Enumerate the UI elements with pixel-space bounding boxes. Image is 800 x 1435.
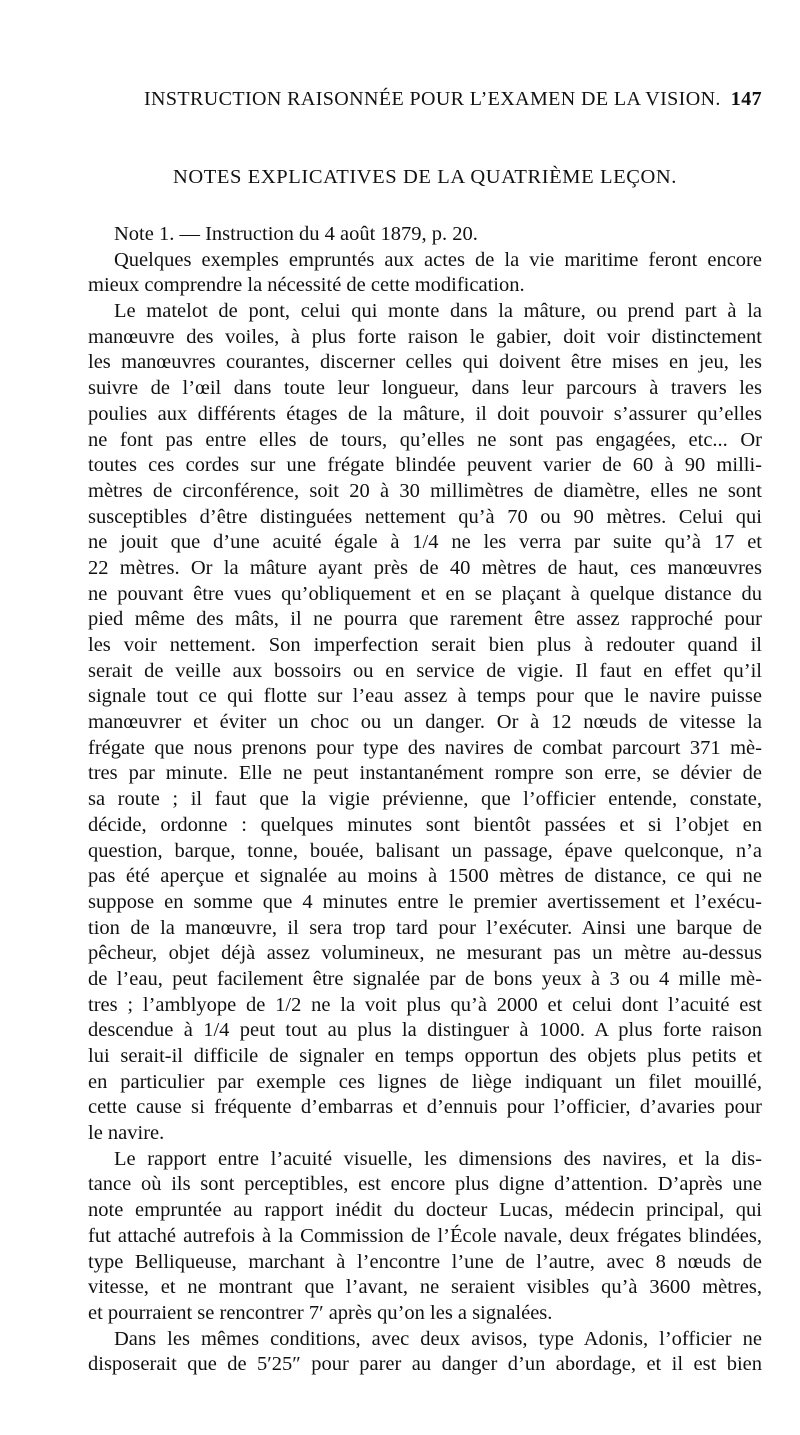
- text-line: vitesse, et ne montrant que l’avant, ne seraient visibles qu’à 3600 mètres,: [88, 1276, 762, 1299]
- section-title: NOTES EXPLICATIVES DE LA QUATRIÈME LEÇON.: [172, 166, 678, 188]
- text-line: manœuvrer et éviter un choc ou un danger. Or à 12 nœuds de vitesse la: [88, 711, 762, 734]
- text-line: en particulier par exemple ces lignes de liège indiquant un filet mouillé,: [88, 1070, 762, 1093]
- text-line: toutes ces cordes sur une frégate blindée peuvent varier de 60 à 90 milli-: [88, 454, 762, 477]
- text-line: disposerait que de 5′25″ pour parer au danger d’un abordage, et il est bien: [88, 1353, 762, 1376]
- text-line: manœuvre des voiles, à plus forte raison le gabier, doit voir distinctement: [88, 325, 762, 348]
- text-line: type Belliqueuse, marchant à l’encontre l’une de l’autre, avec 8 nœuds de: [88, 1250, 762, 1273]
- text-line: poulies aux différents étages de la mâture, il doit pouvoir s’assurer qu’elles: [88, 402, 762, 425]
- text-line: tance où ils sont perceptibles, est encore plus digne d’attention. D’après une: [88, 1173, 762, 1196]
- text-line: pêcheur, objet déjà assez volumineux, ne mesurant pas un mètre au-dessus: [88, 942, 762, 965]
- text-line: le navire.: [88, 1122, 165, 1145]
- text-line: descendue à 1/4 peut tout au plus la distinguer à 1000. A plus forte raison: [88, 1019, 762, 1042]
- text-line: susceptibles d’être distinguées nettement qu’à 70 ou 90 mètres. Celui qui: [88, 505, 762, 528]
- text-line: tion de la manœuvre, il sera trop tard pour l’exécuter. Ainsi une barque de: [88, 916, 762, 939]
- text-line: tres ; l’amblyope de 1/2 ne la voit plus qu’à 2000 et celui dont l’acuité est: [88, 993, 762, 1016]
- text-line: les manœuvres courantes, discerner celles qui doivent être mises en jeu, les: [88, 351, 762, 374]
- text-line: ne font pas entre elles de tours, qu’elles ne sont pas engagées, etc... Or: [88, 428, 762, 451]
- running-title: INSTRUCTION RAISONNÉE POUR L’EXAMEN DE LA VISION.: [144, 88, 721, 110]
- text-line: Dans les mêmes conditions, avec deux avisos, type Adonis, l’officier ne: [114, 1327, 762, 1350]
- text-line: ne pouvant être vues qu’obliquement et en se plaçant à quelque distance du: [88, 582, 762, 605]
- text-line: de l’eau, peut facilement être signalée par de bons yeux à 3 ou 4 mille mè-: [88, 967, 762, 990]
- text-line: Quelques exemples empruntés aux actes de la vie maritime feront encore: [114, 248, 762, 271]
- text-line: Le matelot de pont, celui qui monte dans la mâture, ou prend part à la: [114, 300, 762, 323]
- text-line: cette cause si fréquente d’embarras et d’ennuis pour l’officier, d’avaries pour: [88, 1096, 762, 1119]
- text-line: lui serait-il difficile de signaler en temps opportun des objets plus petits et: [88, 1045, 762, 1067]
- text-line: signale tout ce qui flotte sur l’eau assez à temps pour que le navire puisse: [88, 685, 762, 708]
- text-line: mieux comprendre la nécessité de cette modification.: [88, 274, 525, 297]
- text-line: sa route ; il faut que la vigie prévienne, que l’officier entende, constate,: [88, 788, 762, 811]
- text-line: les voir nettement. Son imperfection serait bien plus à redouter quand il: [88, 634, 762, 656]
- text-line: tres par minute. Elle ne peut instantanément rompre son erre, se dévier de: [88, 762, 762, 785]
- text-line: pas été aperçue et signalée au moins à 1500 mètres de distance, ce qui ne: [88, 865, 762, 888]
- text-line: serait de veille aux bossoirs ou en service de vigie. Il faut en effet qu’il: [88, 659, 762, 682]
- text-line: décide, ordonne : quelques minutes sont bientôt passées et si l’objet en: [88, 813, 762, 836]
- text-line: 22 mètres. Or la mâture ayant près de 40 mètres de haut, ces manœuvres: [88, 556, 762, 579]
- text-line: suppose en somme que 4 minutes entre le premier avertissement et l’exécu-: [88, 890, 762, 913]
- running-header: [88, 88, 762, 118]
- text-line: mètres de circonférence, soit 20 à 30 millimètres de diamètre, elles ne sont: [88, 479, 762, 502]
- text-line: fut attaché autrefois à la Commission de l’École navale, deux frégates blindées,: [88, 1224, 762, 1247]
- text-line: ne jouit que d’une acuité égale à 1/4 ne les verra par suite qu’à 17 et: [88, 531, 762, 554]
- text-line: suivre de l’œil dans toute leur longueur, dans leur parcours à travers les: [88, 377, 762, 400]
- text-line: frégate que nous prenons pour type des navires de combat parcourt 371 mè-: [88, 736, 762, 759]
- text-line: Le rapport entre l’acuité visuelle, les dimensions des navires, et la dis-: [114, 1147, 762, 1170]
- page-number: 147: [730, 88, 762, 110]
- text-line: et pourraient se rencontrer 7′ après qu’on les a signalées.: [88, 1301, 553, 1324]
- text-line: pied même des mâts, il ne pourra que rarement être assez rapproché pour: [88, 608, 762, 631]
- text-line: note empruntée au rapport inédit du docteur Lucas, médecin principal, qui: [88, 1199, 762, 1222]
- body-text: [88, 222, 762, 1378]
- note-heading-line: Note 1. — Instruction du 4 août 1879, p. 20.: [114, 223, 478, 245]
- text-line: question, barque, tonne, bouée, balisant un passage, épave quelconque, n’a: [88, 839, 762, 862]
